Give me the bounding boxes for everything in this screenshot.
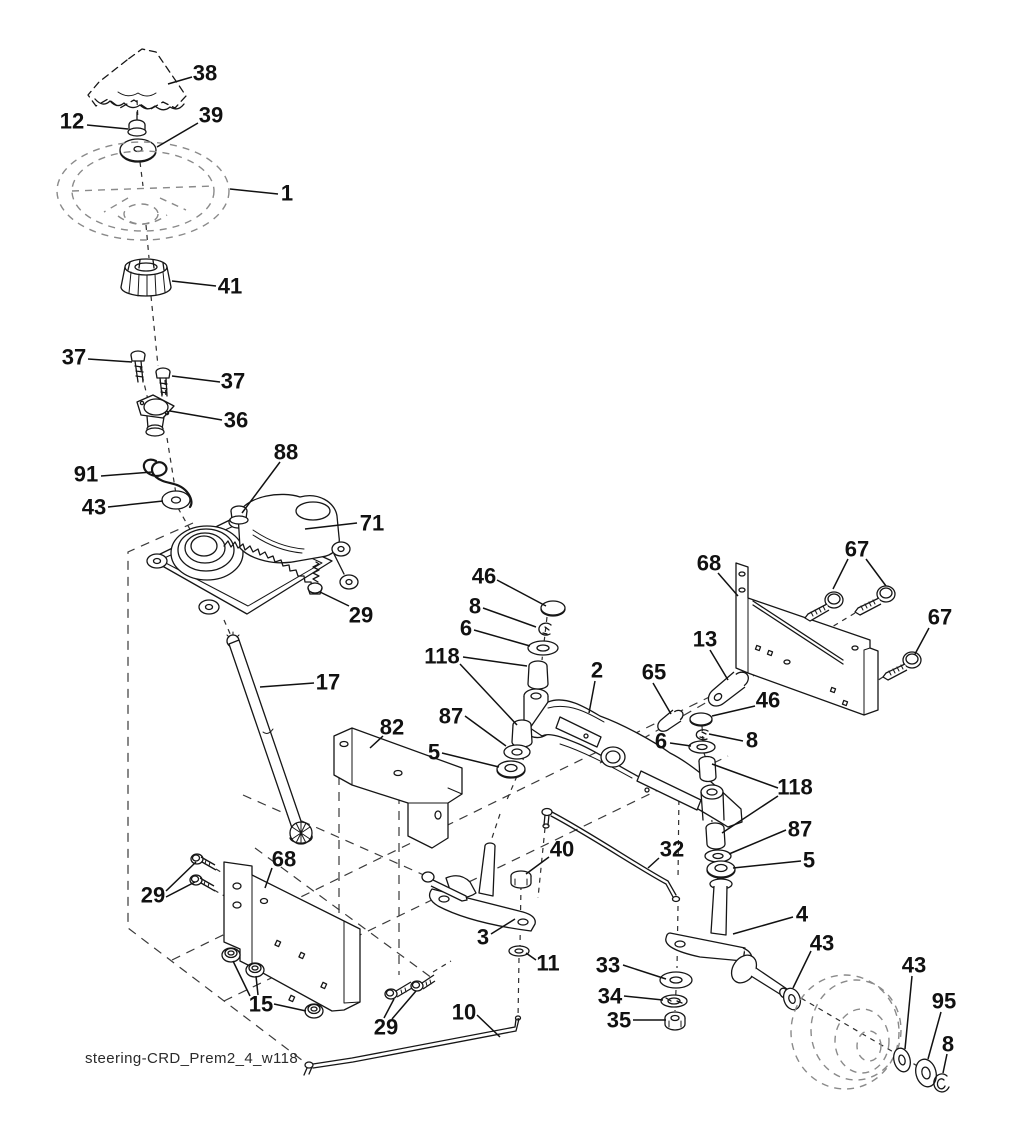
part-washer-95 [913,1057,940,1089]
callout-label-29: 29 [348,602,374,628]
leader-line-11 [526,953,536,960]
callout-label-1: 1 [280,180,294,206]
part-washer-6-left [528,641,558,655]
leader-line-2 [589,681,595,713]
part-bushing-118-right-top [699,757,716,782]
callout-label-37: 37 [61,344,87,370]
callout-label-12: 12 [59,108,85,134]
part-spacer-sleeve-13 [708,669,751,706]
callout-label-6: 6 [654,728,668,754]
part-e-clip-8-left [539,623,551,635]
callout-label-8: 8 [745,727,759,753]
part-lock-nut-12 [128,112,146,136]
part-flange-bushing-5-right [707,861,735,878]
callout-label-32: 32 [659,836,685,862]
part-bushing-118-left-top [528,661,548,689]
callout-label-118: 118 [424,643,460,669]
leader-line-118 [463,657,527,666]
leader-line-17 [260,683,314,687]
callout-label-13: 13 [692,626,718,652]
part-bolt-67-lower [883,652,921,680]
callout-label-91: 91 [73,461,99,487]
leader-line-118 [712,764,778,788]
leader-line-33 [623,965,666,979]
part-axle-bracket-68-left [224,862,360,1011]
leader-line-46 [712,706,755,716]
part-washer-43-outer [891,1046,913,1073]
part-bushing-118-left-bottom [512,720,532,747]
callout-label-46: 46 [755,687,781,713]
leader-line-67 [915,628,929,654]
callout-label-40: 40 [549,836,575,862]
part-mount-bracket-82 [334,728,462,848]
part-bolt-37-right [156,368,170,396]
leader-line-43 [793,951,811,988]
part-bearing-flange-36 [137,395,174,436]
part-flange-bushing-5-left [497,761,525,778]
leader-line-37 [172,376,220,382]
callout-label-38: 38 [192,60,218,86]
part-bolt-37-left [131,351,145,382]
part-washer-6-right [689,741,715,753]
leader-line-87 [729,830,786,854]
callout-label-29: 29 [373,1014,399,1040]
leader-line-29 [166,882,195,897]
callout-label-33: 33 [595,952,621,978]
callout-label-10: 10 [451,999,477,1025]
callout-label-67: 67 [927,604,953,630]
callout-label-29: 29 [140,882,166,908]
leader-line-37 [88,359,132,362]
leader-line-15 [274,1004,306,1011]
part-washer-33 [660,972,692,988]
part-front-wheel [791,975,901,1089]
part-steering-gear-assembly-71 [147,494,358,614]
callout-label-71: 71 [359,510,385,536]
part-bolt-67-top-right [855,586,895,615]
callout-label-2: 2 [590,657,604,683]
callout-label-3: 3 [476,924,490,950]
part-washer-11 [509,946,529,956]
callout-label-118: 118 [777,774,813,800]
leader-line-46 [497,580,546,606]
callout-label-87: 87 [787,816,813,842]
part-bolt-29-upper-pair [190,854,216,891]
leader-line-29 [320,592,349,606]
part-steering-shaft-17 [227,632,312,844]
leader-line-68 [718,573,738,596]
callout-label-15: 15 [248,991,274,1017]
callout-label-35: 35 [606,1007,632,1033]
part-e-clip-8-right [696,730,708,740]
part-washer-87-right [705,850,731,862]
leader-line-43 [905,976,912,1049]
part-cap-46-right [690,713,712,726]
callout-label-5: 5 [427,739,441,765]
part-cap-46-left [541,601,565,616]
part-nut-35 [665,1012,685,1030]
leader-line-13 [710,650,728,680]
part-e-clip-8-wheel [934,1074,949,1092]
part-bolt-29-lower-pair [385,975,435,999]
leader-line-6 [474,630,530,646]
leader-line-5 [733,861,801,868]
leader-line-8 [709,734,743,741]
leader-line-65 [653,683,671,714]
callout-label-8: 8 [468,593,482,619]
leader-line-40 [526,857,549,874]
leader-line-67 [866,559,886,586]
callout-label-41: 41 [217,273,243,299]
callout-label-37: 37 [220,368,246,394]
callout-label-82: 82 [379,714,405,740]
callout-label-67: 67 [844,536,870,562]
leader-line-6 [670,743,691,746]
callout-label-11: 11 [536,950,560,976]
leader-line-91 [101,472,152,476]
leader-line-1 [230,189,278,194]
callout-label-65: 65 [641,659,667,685]
callout-label-5: 5 [802,847,816,873]
leader-line-41 [172,281,216,286]
callout-label-34: 34 [597,983,623,1009]
leader-line-118 [460,664,517,725]
callout-label-36: 36 [223,407,249,433]
callout-label-43: 43 [81,494,107,520]
callout-label-43: 43 [809,930,835,956]
leader-line-36 [170,411,222,420]
leader-line-87 [465,716,506,746]
callout-label-95: 95 [931,988,957,1014]
leader-line-8 [943,1054,947,1073]
part-lock-washer-34 [661,995,687,1007]
part-nut-40 [511,871,531,888]
callout-label-68: 68 [696,550,722,576]
callout-label-43: 43 [901,952,927,978]
part-washer-43-upper [162,491,190,509]
leader-line-67 [833,559,848,589]
callout-label-88: 88 [273,439,299,465]
callout-label-4: 4 [795,901,809,927]
part-bolt-67-top-left [805,592,843,621]
callout-label-39: 39 [198,102,224,128]
callout-label-68: 68 [271,846,297,872]
part-washer-87-left [504,745,530,759]
leader-line-38 [168,77,192,84]
leader-line-4 [733,917,793,934]
callout-label-17: 17 [315,669,341,695]
callout-label-8: 8 [941,1031,955,1057]
leader-line-32 [648,858,659,868]
leader-line-95 [928,1012,941,1059]
part-bushing-118-right-bottom [706,823,725,849]
leader-line-43 [108,501,163,507]
leader-line-34 [624,996,663,1000]
callout-label-6: 6 [459,615,473,641]
diagram-caption: steering-CRD_Prem2_4_w118 [85,1050,299,1067]
leader-line-12 [87,125,128,129]
part-steering-boot-41 [121,259,171,296]
callout-label-87: 87 [438,703,464,729]
leader-line-8 [483,608,536,627]
callout-label-46: 46 [471,563,497,589]
leader-line-39 [157,123,198,147]
